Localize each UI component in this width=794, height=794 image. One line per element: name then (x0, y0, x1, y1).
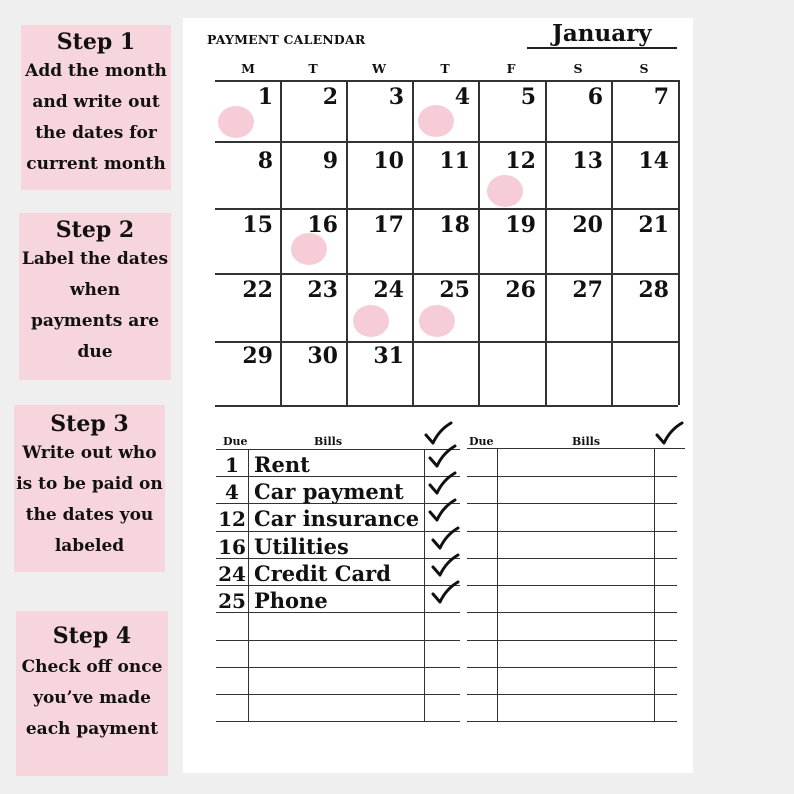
calendar-day: 26 (505, 277, 536, 303)
bill-name: Rent (254, 452, 310, 477)
calendar-day: 5 (520, 84, 536, 110)
month-name: January (552, 20, 652, 47)
paid-checkmark-icon[interactable] (427, 471, 457, 497)
step-2-line: when (69, 280, 121, 300)
step-2-line: Label the dates (21, 249, 169, 269)
table-rule (467, 585, 677, 586)
bill-due-date: 12 (218, 507, 246, 531)
grid-line (215, 273, 678, 275)
grid-line (215, 80, 678, 82)
table-rule (467, 667, 677, 668)
table-rule (467, 503, 677, 504)
payment-marker-dot (353, 305, 389, 337)
bills-header: Bills (572, 435, 601, 448)
calendar-day: 7 (653, 84, 669, 110)
step-1-box (21, 25, 171, 190)
weekday-label: M (241, 61, 255, 76)
table-rule (467, 558, 677, 559)
paid-checkmark-icon[interactable] (430, 526, 460, 552)
calendar-day: 16 (307, 212, 338, 238)
calendar-day: 28 (638, 277, 669, 303)
step-1-line: current month (26, 154, 166, 174)
grid-line (412, 80, 414, 405)
calendar-day: 12 (505, 148, 536, 174)
grid-line (215, 405, 678, 407)
weekday-label: F (506, 61, 516, 76)
paid-checkmark-icon[interactable] (427, 444, 457, 470)
bill-name: Utilities (254, 534, 349, 559)
bill-due-date: 25 (218, 589, 246, 613)
table-rule (467, 476, 677, 477)
step-1-line: the dates for (35, 123, 157, 143)
calendar-day: 19 (505, 212, 536, 238)
bill-name: Credit Card (254, 561, 391, 586)
calendar-day: 27 (572, 277, 603, 303)
step-2-title: Step 2 (55, 217, 135, 243)
step-3-line: the dates you (25, 505, 154, 525)
paid-checkmark-icon[interactable] (427, 498, 457, 524)
bill-name: Car insurance (254, 506, 420, 531)
calendar-day: 11 (439, 148, 470, 174)
calendar-day: 18 (439, 212, 470, 238)
calendar-day: 17 (373, 212, 404, 238)
calendar-day: 6 (587, 84, 603, 110)
table-rule (467, 612, 677, 613)
weekday-label: S (573, 61, 583, 76)
table-divider (248, 449, 249, 721)
table-rule (467, 640, 677, 641)
grid-line (611, 80, 613, 405)
bill-due-date: 4 (225, 480, 239, 504)
paid-checkmark-icon[interactable] (430, 580, 460, 606)
calendar-day: 20 (572, 212, 603, 238)
calendar-day: 22 (242, 277, 273, 303)
step-4-line: you’ve made (33, 688, 151, 708)
step-2-line: due (77, 342, 113, 362)
step-1-title: Step 1 (56, 29, 136, 55)
calendar-day: 3 (388, 84, 404, 110)
grid-line (478, 80, 480, 405)
checkmark-icon (654, 421, 684, 447)
calendar-day: 8 (257, 148, 273, 174)
grid-line (215, 141, 678, 143)
step-3-title: Step 3 (50, 411, 129, 437)
calendar-day: 14 (638, 148, 669, 174)
calendar-day: 29 (242, 343, 273, 369)
calendar-day: 10 (373, 148, 404, 174)
bill-due-date: 16 (218, 535, 246, 559)
calendar-day: 1 (257, 84, 273, 110)
step-4-box (16, 611, 168, 776)
step-3-line: labeled (54, 536, 125, 556)
table-divider (497, 449, 498, 721)
bill-name: Car payment (254, 479, 404, 504)
payment-marker-dot (218, 106, 254, 138)
step-1-line: Add the month (25, 61, 167, 81)
bill-name: Phone (254, 588, 328, 613)
calendar-day: 21 (638, 212, 669, 238)
weekday-label: S (639, 61, 649, 76)
step-3-line: is to be paid on (16, 474, 163, 494)
weekday-label: T (308, 61, 318, 76)
calendar-day: 4 (454, 84, 470, 110)
calendar-day: 30 (307, 343, 338, 369)
grid-line (545, 80, 547, 405)
calendar-day: 2 (322, 84, 338, 110)
bills-header: Bills (314, 435, 343, 448)
step-4-line: Check off once (21, 657, 163, 677)
bill-due-date: 24 (218, 562, 246, 586)
bill-due-date: 1 (225, 453, 239, 477)
step-1-line: and write out (32, 92, 160, 112)
table-rule (467, 721, 677, 722)
weekday-label: T (440, 61, 450, 76)
weekday-label: W (371, 61, 387, 76)
table-rule (467, 531, 677, 532)
step-2-box (19, 213, 171, 380)
due-header: Due (469, 435, 494, 448)
payment-marker-dot (487, 175, 523, 207)
calendar-day: 15 (242, 212, 273, 238)
grid-line (215, 208, 678, 210)
calendar-day: 25 (439, 277, 470, 303)
step-2-line: payments are (30, 311, 160, 331)
calendar-day: 9 (322, 148, 338, 174)
step-3-line: Write out who (22, 443, 157, 463)
calendar-day: 23 (307, 277, 338, 303)
table-rule (467, 694, 677, 695)
table-rule (216, 721, 460, 722)
grid-line (678, 80, 680, 405)
calendar-day: 13 (572, 148, 603, 174)
due-header: Due (223, 435, 248, 448)
calendar-day: 24 (373, 277, 404, 303)
paid-checkmark-icon[interactable] (430, 553, 460, 579)
table-divider (654, 449, 655, 721)
table-divider (424, 449, 425, 721)
calendar-day: 31 (373, 343, 404, 369)
step-3-box (14, 405, 165, 572)
step-4-line: each payment (25, 719, 159, 739)
payment-marker-dot (419, 305, 455, 337)
step-4-title: Step 4 (52, 623, 132, 649)
table-rule (467, 448, 685, 449)
calendar-title: PAYMENT CALENDAR (207, 32, 366, 47)
month-underline (527, 47, 677, 49)
